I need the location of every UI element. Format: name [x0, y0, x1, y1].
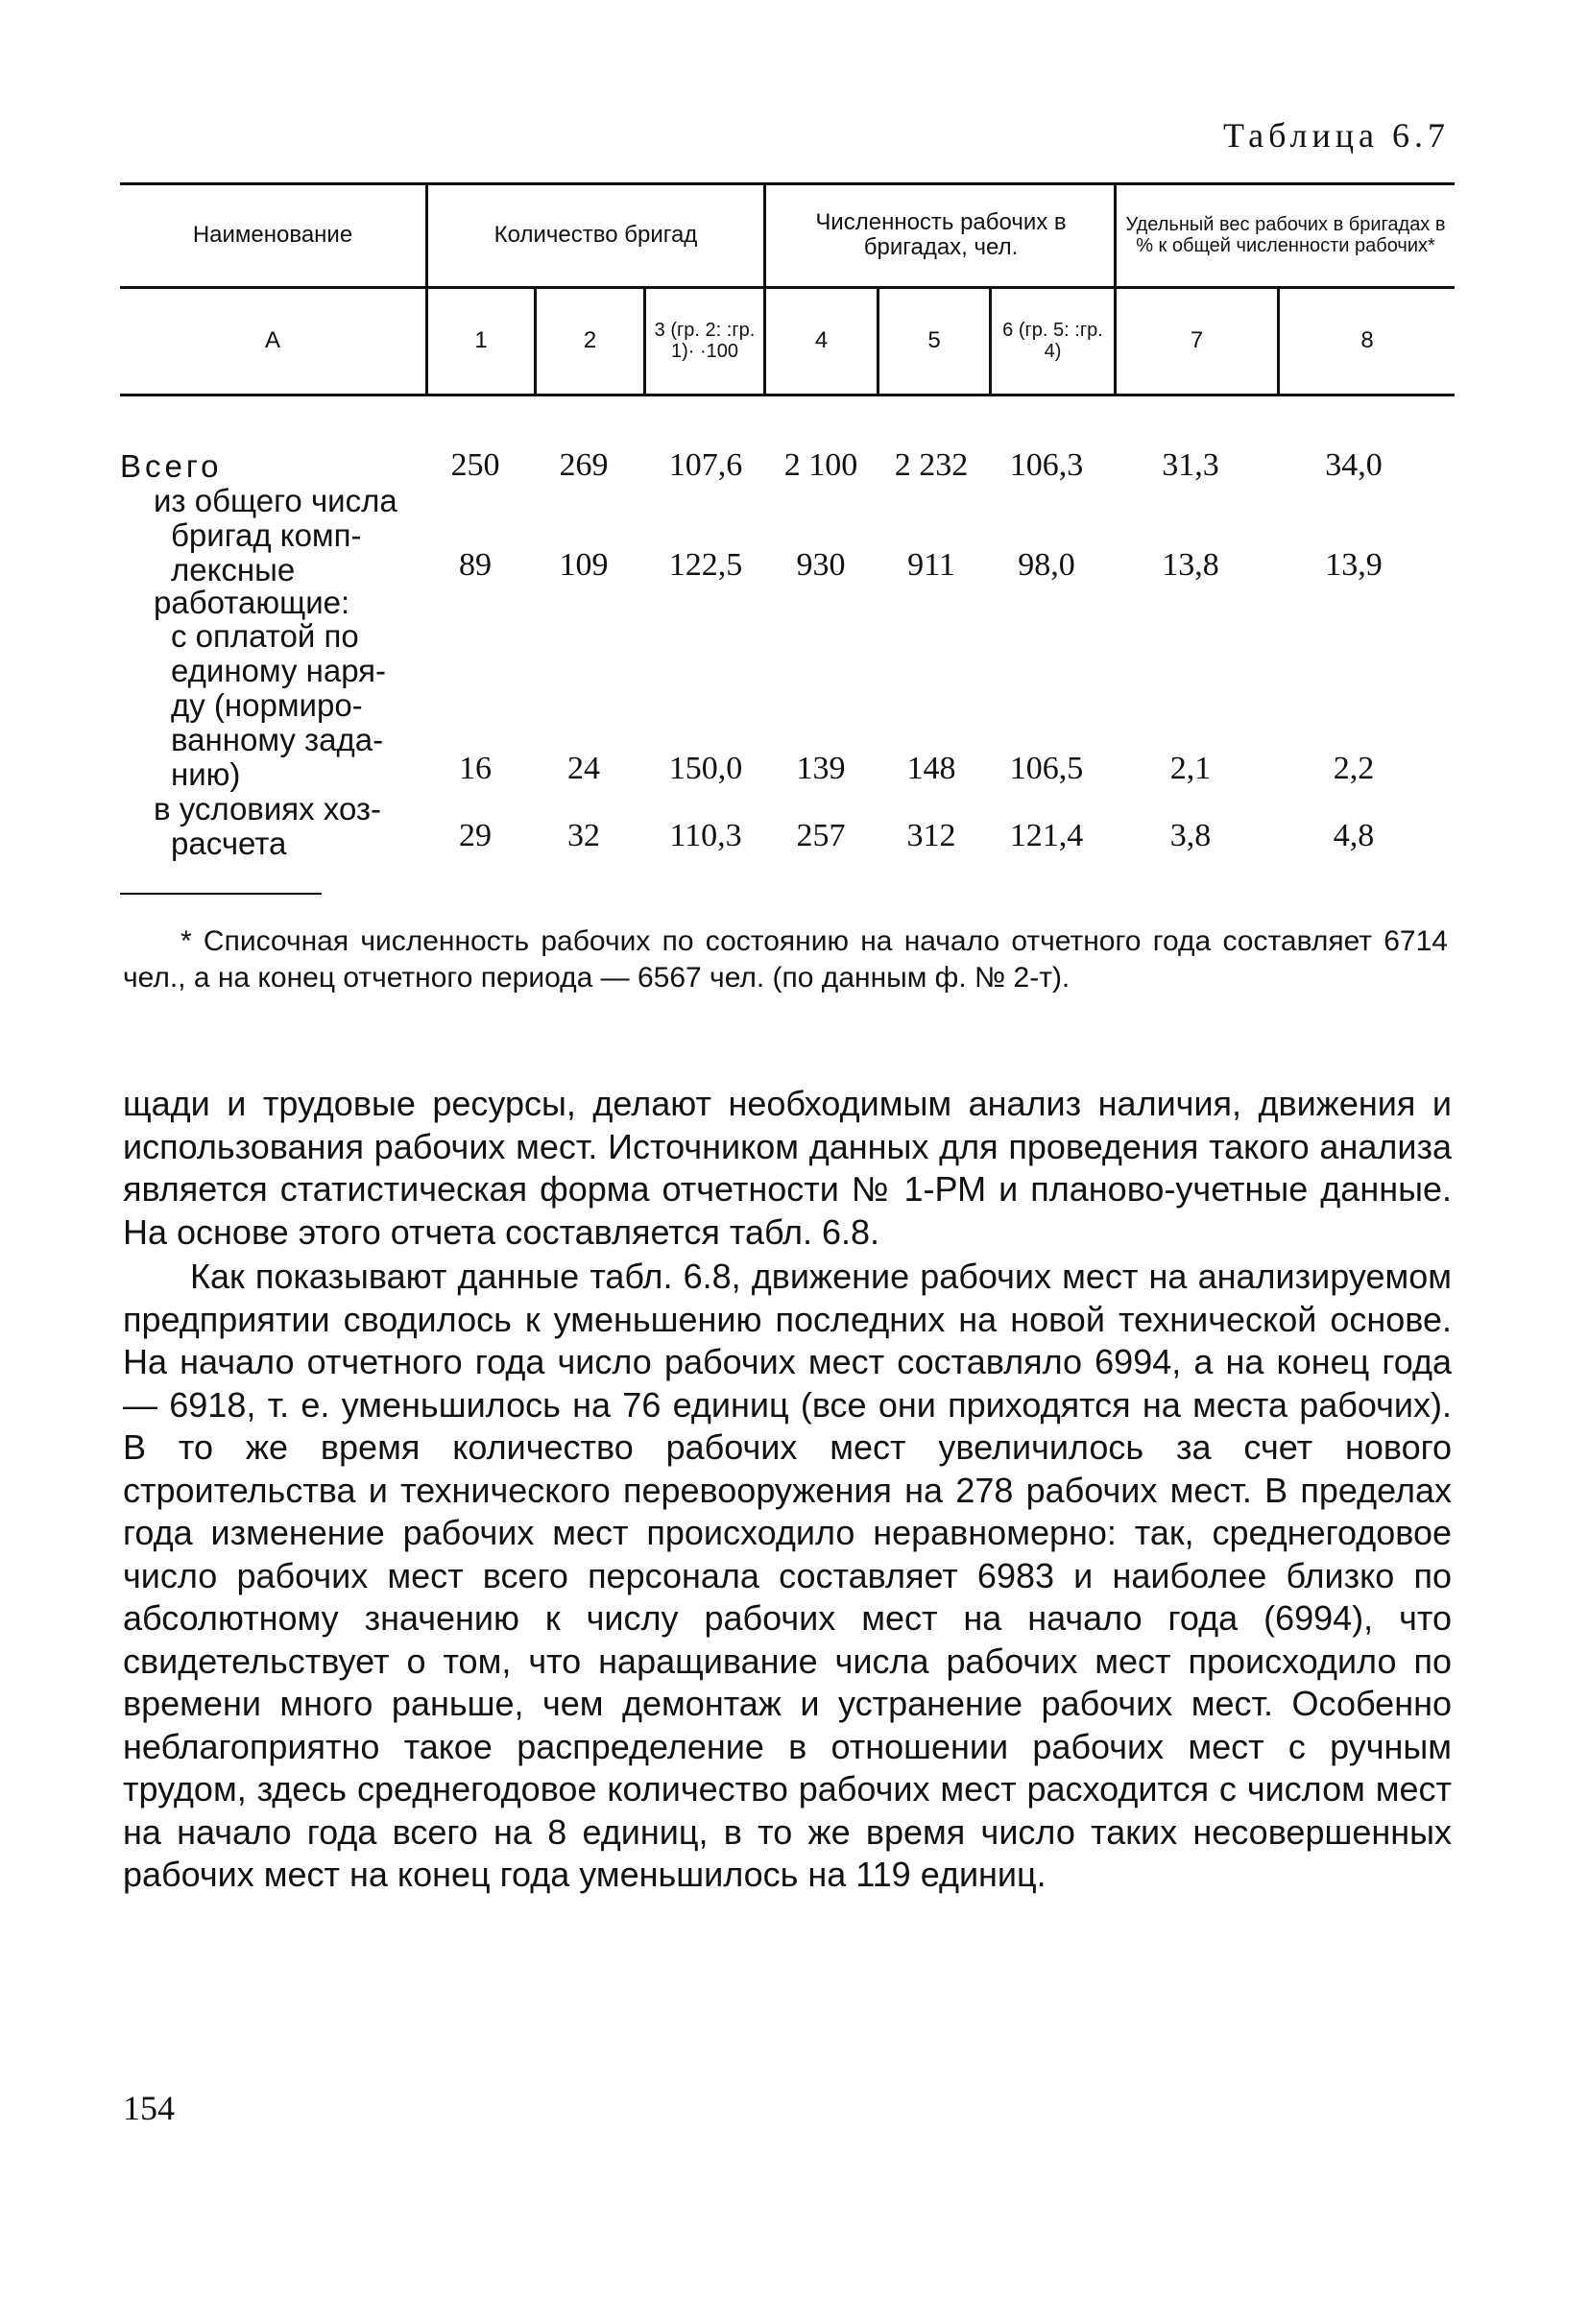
cell: 106,3 [1009, 447, 1084, 483]
cell: 16 [459, 751, 492, 786]
label-line: из общего числа [154, 483, 397, 518]
header-worker-count: Численность рабочих в бригадах, чел. [815, 208, 1067, 260]
header-col-a: А [264, 326, 280, 353]
header-brigade-count: Количество бригад [493, 221, 698, 248]
cell: 24 [567, 751, 600, 786]
row-label [120, 449, 427, 484]
label-line: с оплатой по [171, 618, 359, 654]
cell: 106,5 [1009, 751, 1084, 786]
label-line: ванному зада- [171, 722, 384, 757]
cell: 107,6 [668, 447, 743, 483]
header-col-6: 6 (гр. 5: :гр. 4) [1002, 320, 1103, 362]
table-footnote: * Списочная численность рабочих по состоянию на начало отчетного года составляет 6714 чел., а на конец отчетного периода — 6567 чел. (по данным ф. № 2-т). [123, 925, 1448, 994]
cell: 150,0 [668, 751, 743, 786]
cell: 2,2 [1333, 751, 1375, 786]
row-label [154, 792, 461, 861]
cell: 2,1 [1169, 751, 1212, 786]
header-col-1: 1 [474, 326, 488, 353]
header-col-4: 4 [814, 326, 829, 353]
label-line: работающие: [154, 585, 350, 620]
cell: 110,3 [669, 818, 742, 853]
cell: 13,8 [1162, 547, 1219, 583]
cell: 930 [796, 547, 846, 583]
cell: 32 [567, 818, 600, 853]
table-caption: Таблица 6.7 [1223, 116, 1450, 155]
cell: 109 [559, 547, 609, 583]
paragraph: Как показывают данные табл. 6.8, движение рабочих мест на анализируемом предприятии сводилось к уменьшению последних на новой технической основе. На начало отчетного года число рабочих мест составляло 6994, а на конец года — 6918, т. е. уменьшилось на 76 единиц (все они приходятся на места рабочих). В то же время количество рабочих мест увеличилось за счет нового строительства и технического перевооружения на 278 рабочих мест. В пределах года изменение рабочих мест происходило неравномерно: так, среднегодовое число рабочих мест всего персонала составляет 6983 и наиболее близко по абсолютному значению к числу рабочих мест на начало года (6994), что свидетельствует о том, что наращивание числа рабочих мест происходило по времени много раньше, чем демонтаж и устранение рабочих мест. Особенно неблагоприятно такое распределение в отношении рабочих мест с ручным трудом, здесь среднегодовое количество рабочих мест расходится с числом мест на начало года всего на 8 единиц, в то же время число таких несовершенных рабочих мест на конец года уменьшилось на 119 единиц. [123, 1257, 1452, 1894]
label-line: единому наря- [171, 653, 387, 688]
cell: 148 [906, 751, 956, 786]
row-label [154, 484, 461, 587]
label-line: бригад комп- [171, 517, 362, 553]
label-line: лексные [171, 552, 296, 587]
cell: 911 [907, 547, 955, 583]
body-text [123, 1083, 1452, 1897]
cell: 2 232 [894, 447, 969, 483]
cell: 13,9 [1325, 547, 1383, 583]
cell: 122,5 [668, 547, 743, 583]
cell: 257 [796, 818, 846, 853]
cell: 2 100 [783, 447, 858, 483]
label-line: в условиях хоз- [154, 791, 382, 827]
cell: 89 [459, 547, 492, 583]
cell: 4,8 [1333, 818, 1375, 853]
header-col-2: 2 [583, 326, 597, 353]
cell: 34,0 [1325, 447, 1383, 483]
header-col-5: 5 [927, 326, 941, 353]
paragraph: щади и трудовые ресурсы, делают необходимым анализ наличия, движения и использования рабочих мест. Источником данных для проведения такого анализа является статистическая форма отчетности № 1-РМ и планово-учетные данные. На основе этого отчета составляется табл. 6.8. [123, 1084, 1452, 1252]
cell: 250 [450, 447, 500, 483]
cell: 121,4 [1009, 818, 1084, 853]
label-line: расчета [171, 826, 287, 861]
header-share: Удельный вес рабочих в бригадах в % к общей численности рабочих* [1125, 214, 1446, 256]
footnote-rule [120, 893, 322, 895]
cell: 269 [559, 447, 609, 483]
cell: 139 [796, 751, 846, 786]
cell: 29 [459, 818, 492, 853]
cell: 3,8 [1169, 818, 1212, 853]
cell: 312 [906, 818, 956, 853]
cell: 31,3 [1162, 447, 1219, 483]
page-number: 154 [123, 2089, 175, 2127]
label-line: нию) [171, 756, 241, 792]
header-name: Наименование [192, 221, 353, 248]
label-line: ду (нормиро- [171, 687, 363, 723]
header-col-8: 8 [1360, 326, 1374, 353]
header-bottom-rule [120, 394, 1455, 396]
cell: 98,0 [1018, 547, 1075, 583]
label-line: Всего [120, 448, 223, 484]
header-col-7: 7 [1190, 326, 1204, 353]
header-col-3: 3 (гр. 2: :гр. 1)· ·100 [654, 320, 756, 362]
row-label [154, 586, 461, 620]
row-label [154, 619, 461, 792]
